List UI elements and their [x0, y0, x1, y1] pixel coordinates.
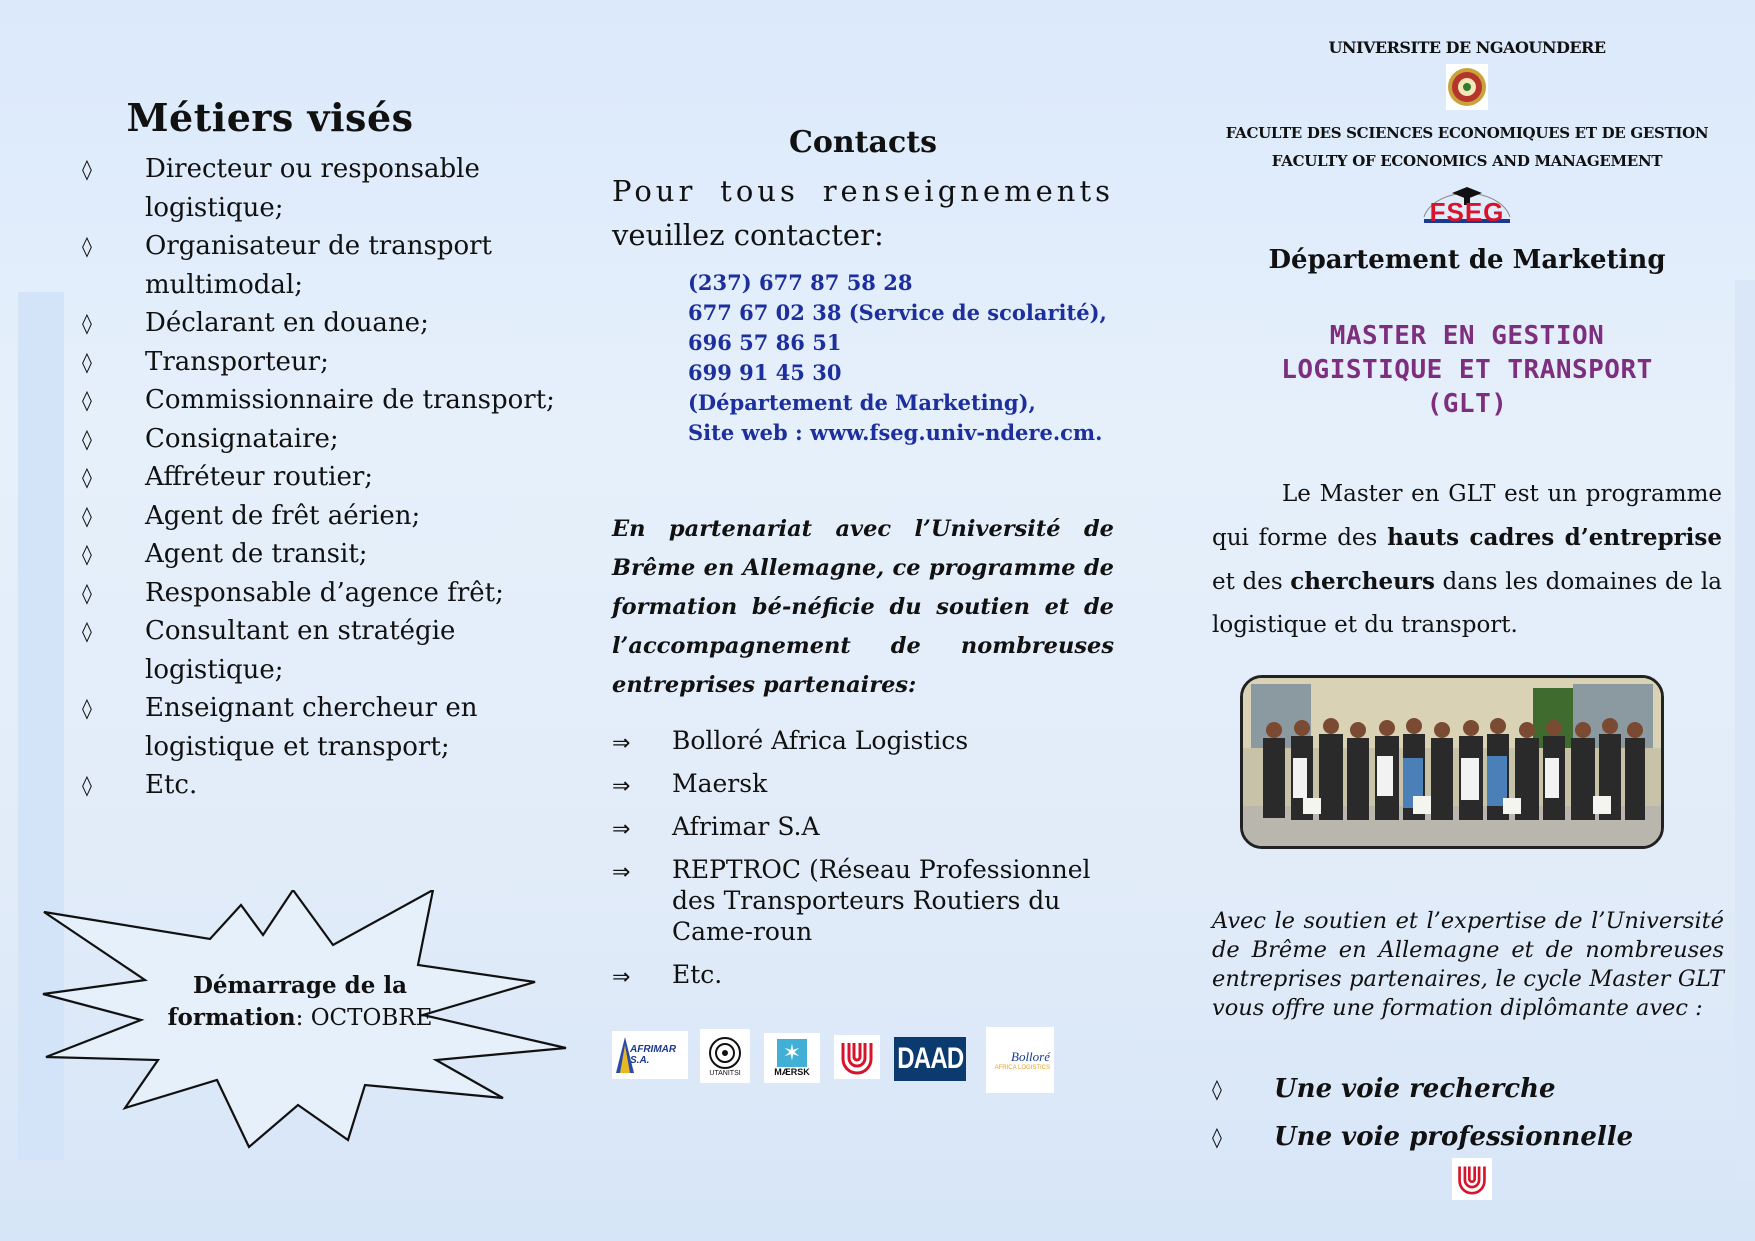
website-link[interactable]: Site web : www.fseg.univ-ndere.cm. [688, 420, 1103, 445]
partners-list [612, 725, 1114, 990]
diamond-bullet-icon: ◊ [82, 542, 92, 566]
metier-item: ◊ Consignataire; [60, 420, 560, 459]
diamond-bullet-icon: ◊ [82, 349, 92, 374]
metier-item: ◊ Directeur ou responsable logistique; [60, 150, 560, 227]
starburst-text [150, 970, 450, 1034]
fseg-logo: FSEG [1212, 179, 1722, 239]
partner-item: ⇒ Afrimar S.A [612, 811, 1114, 842]
metier-item: ◊ Commissionnaire de transport; [60, 381, 560, 420]
double-arrow-icon: ⇒ [612, 774, 631, 799]
faculty-name-en: FACULTY OF ECONOMICS AND MANAGEMENT [1271, 152, 1663, 170]
diamond-bullet-icon: ◊ [82, 157, 92, 181]
metier-item: ◊ Etc. [60, 766, 560, 805]
contacts-intro-line2: veuillez contacter: [612, 218, 884, 252]
bremen-university-logo [834, 1035, 880, 1079]
starburst-formation: formation [167, 1004, 296, 1031]
diamond-bullet-icon: ◊ [82, 696, 92, 720]
metier-item: ◊ Déclarant en douane; [60, 304, 560, 343]
metier-item: ◊ Enseignant chercheur en logistique et transport; [60, 689, 560, 766]
contact-line: 696 57 86 51 [688, 330, 842, 355]
metiers-title: Métiers visés [126, 95, 414, 140]
metiers-list [60, 150, 560, 805]
diamond-bullet-icon: ◊ [82, 311, 92, 335]
metier-item: ◊ Agent de frêt aérien; [60, 497, 560, 536]
diamond-bullet-icon: ◊ [82, 234, 92, 258]
contacts-list [688, 268, 1114, 448]
master-title [1212, 319, 1722, 421]
intro-word: tous [720, 174, 799, 208]
faculty-name-fr: FACULTE DES SCIENCES ECONOMIQUES ET DE GESTION [1225, 124, 1709, 142]
right-column [1212, 38, 1722, 647]
master-title-line: MASTER EN GESTION [1329, 321, 1605, 351]
diamond-bullet-icon: ◊ [82, 580, 92, 605]
intro-word: Pour [612, 174, 697, 208]
contact-line: 699 91 45 30 [688, 360, 842, 385]
maersk-logo: ✶ MÆRSK [764, 1033, 820, 1083]
intro-word: renseignements [822, 174, 1114, 208]
double-arrow-icon: ⇒ [612, 731, 631, 756]
partner-item: ⇒ REPTROC (Réseau Professionnel des Transporteurs Routiers du Came-roun [612, 855, 1091, 946]
afrimar-logo: AFRIMAR S.A. [612, 1031, 688, 1079]
partnership-text: En partenariat avec l’Université de Brême en Allemagne, ce programme de formation bé-néficie du soutien et de l’accompagnement de nombreuses entreprises partenaires: [612, 516, 1114, 698]
metier-item: ◊ Consultant en stratégie logistique; [60, 612, 560, 689]
diamond-bullet-icon: ◊ [82, 388, 92, 412]
starburst-line1: Démarrage de la [192, 972, 408, 999]
metier-item: ◊ Affréteur routier; [60, 458, 560, 497]
bollore-logo: Bolloré AFRICA LOGISTICS [986, 1027, 1054, 1093]
starburst-date: : OCTOBRE [295, 1005, 433, 1031]
diamond-bullet-icon: ◊ [1212, 1077, 1222, 1101]
middle-column [612, 125, 1114, 1002]
diamond-bullet-icon: ◊ [82, 503, 92, 528]
master-title-line: LOGISTIQUE ET TRANSPORT [1281, 355, 1653, 385]
partner-logos [612, 1025, 1062, 1095]
diamond-bullet-icon: ◊ [82, 619, 92, 643]
soutien-text: Avec le soutien et l’expertise de l’Université de Brême en Allemagne et de nombreuses entreprises partenaires, le cycle Master GLT vous offre une formation diplômante avec : [1212, 908, 1724, 1021]
utanitsi-logo: UTANITSI [700, 1029, 750, 1083]
right-stripe [1735, 280, 1755, 1180]
partner-item: ⇒ Bolloré Africa Logistics [612, 725, 1114, 756]
master-title-line: (GLT) [1426, 389, 1508, 419]
voie-item: ◊ Une voie recherche [1212, 1065, 1722, 1113]
diamond-bullet-icon: ◊ [82, 426, 92, 451]
university-name: UNIVERSITE DE NGAOUNDERE [1328, 38, 1606, 57]
department-name: Département de Marketing [1268, 245, 1666, 275]
diamond-bullet-icon: ◊ [82, 773, 92, 797]
diamond-bullet-icon: ◊ [82, 465, 92, 489]
contacts-title: Contacts [788, 125, 937, 160]
metier-item: ◊ Responsable d’agence frêt; [60, 574, 560, 613]
contact-line: (237) 677 87 58 28 [688, 270, 913, 295]
left-column [60, 95, 560, 805]
daad-logo: DAAD [894, 1037, 966, 1081]
double-arrow-icon: ⇒ [612, 817, 631, 842]
metier-item: ◊ Agent de transit; [60, 535, 560, 574]
contact-line: (Département de Marketing), [688, 390, 1036, 415]
double-arrow-icon: ⇒ [612, 965, 631, 990]
master-description: Le Master en GLT est un programme qui forme des hauts cadres d’entreprise et des chercheurs dans les domaines de la logistique et du transport. [1212, 481, 1722, 638]
diamond-bullet-icon: ◊ [1212, 1125, 1222, 1149]
contact-line: 677 67 02 38 (Service de scolarité), [688, 300, 1107, 325]
voies-list [1212, 1065, 1722, 1161]
partner-item: ⇒ Etc. [612, 959, 1114, 990]
partner-item: ⇒ Maersk [612, 768, 1114, 799]
metier-item: ◊ Transporteur; [60, 343, 560, 382]
double-arrow-icon: ⇒ [612, 860, 631, 885]
metier-item: ◊ Organisateur de transport multimodal; [60, 227, 560, 304]
group-photo [1240, 675, 1664, 849]
contacts-intro-line1 [612, 174, 1114, 208]
university-seal [1212, 63, 1722, 115]
bremen-university-logo-small [1452, 1158, 1492, 1200]
voie-item: ◊ Une voie professionnelle [1212, 1113, 1722, 1161]
